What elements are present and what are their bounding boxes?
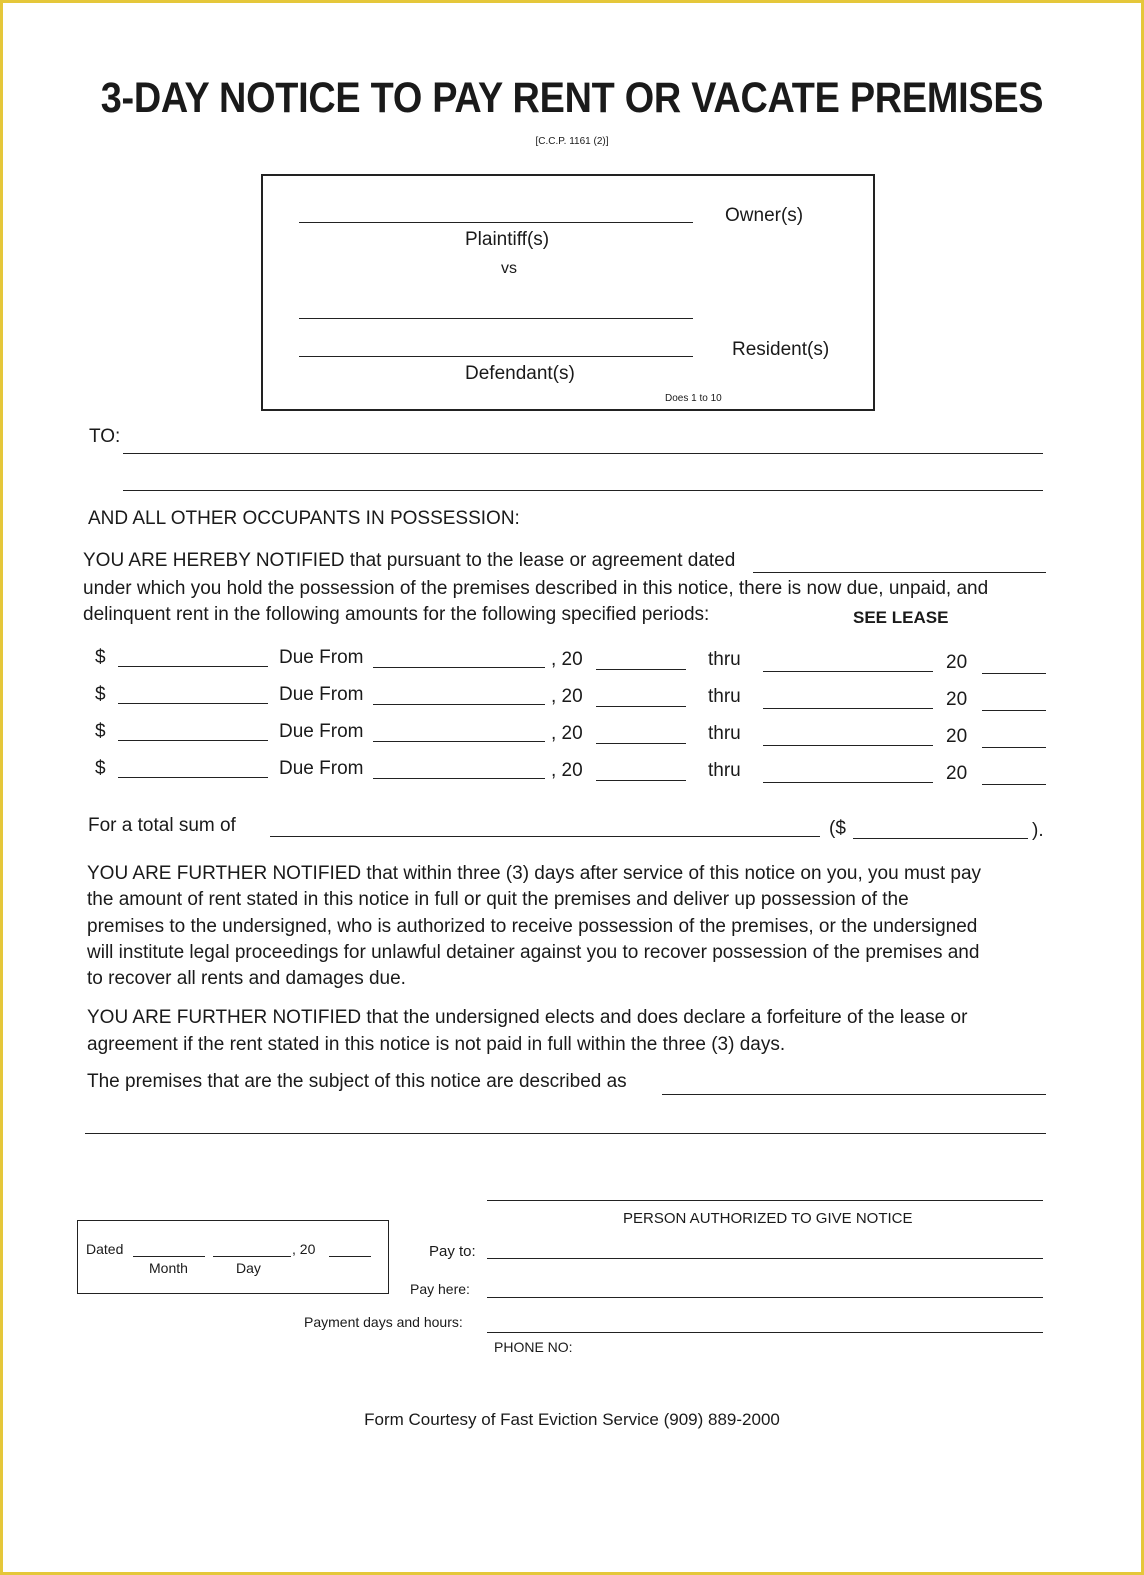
notice-line-1: YOU ARE HEREBY NOTIFIED that pursuant to the lease or agreement dated (83, 550, 736, 571)
to-line-1[interactable] (123, 453, 1043, 454)
thru-year-prefix: 20 (946, 689, 968, 710)
further-notice-2-line-1: YOU ARE FURTHER NOTIFIED that the undersigned elects and does declare a forfeiture of the lease or (87, 1007, 968, 1028)
due-from-date-line[interactable] (373, 704, 545, 705)
signature-line[interactable] (487, 1200, 1043, 1201)
thru-year-line[interactable] (982, 784, 1046, 785)
total-paren-close: ). (1032, 820, 1044, 841)
lease-date-line[interactable] (753, 572, 1046, 573)
pay-here-line[interactable] (487, 1297, 1043, 1298)
premises-line-1[interactable] (662, 1094, 1046, 1095)
year-prefix: , 20 (551, 723, 583, 744)
defendant-name-line-2[interactable] (299, 356, 693, 357)
premises-label: The premises that are the subject of this notice are described as (87, 1071, 627, 1092)
thru-year-prefix: 20 (946, 652, 968, 673)
dated-month-label: Month (149, 1260, 188, 1276)
dated-month-line[interactable] (133, 1256, 205, 1257)
code-reference: [C.C.P. 1161 (2)] (535, 136, 609, 147)
dated-year-line[interactable] (329, 1256, 371, 1257)
thru-year-prefix: 20 (946, 726, 968, 747)
rent-amount-line[interactable] (118, 777, 268, 778)
from-year-line[interactable] (596, 669, 686, 670)
rent-amount-line[interactable] (118, 666, 268, 667)
due-from-label: Due From (279, 721, 364, 742)
dollar-sign: $ (95, 684, 106, 705)
thru-label: thru (708, 723, 741, 744)
payment-days-line[interactable] (487, 1332, 1043, 1333)
form-footer: Form Courtesy of Fast Eviction Service (909) 889-2000 (364, 1410, 780, 1429)
dated-day-line[interactable] (213, 1256, 291, 1257)
further-notice-2-line-2: agreement if the rent stated in this notice is not paid in full within the three (3) days. (87, 1034, 786, 1055)
year-prefix: , 20 (551, 760, 583, 781)
to-label: TO: (89, 426, 121, 447)
dated-day-label: Day (236, 1260, 261, 1276)
thru-year-prefix: 20 (946, 763, 968, 784)
form-title: 3-DAY NOTICE TO PAY RENT OR VACATE PREMISES (100, 74, 1044, 122)
from-year-line[interactable] (596, 706, 686, 707)
thru-date-line[interactable] (763, 745, 933, 746)
thru-year-line[interactable] (982, 747, 1046, 748)
dated-year-prefix: , 20 (292, 1241, 316, 1257)
thru-label: thru (708, 686, 741, 707)
further-notice-1-line-5: to recover all rents and damages due. (87, 968, 406, 989)
pay-to-line[interactable] (487, 1258, 1043, 1259)
thru-year-line[interactable] (982, 673, 1046, 674)
further-notice-1-line-1: YOU ARE FURTHER NOTIFIED that within three (3) days after service of this notice on you, you must pay (87, 863, 982, 884)
due-from-date-line[interactable] (373, 741, 545, 742)
due-from-label: Due From (279, 647, 364, 668)
total-sum-amount-line[interactable] (853, 838, 1028, 839)
dollar-sign: $ (95, 758, 106, 779)
total-sum-words-line[interactable] (270, 836, 820, 837)
thru-date-line[interactable] (763, 708, 933, 709)
see-lease-note: SEE LEASE (853, 608, 949, 627)
thru-year-line[interactable] (982, 710, 1046, 711)
year-prefix: , 20 (551, 686, 583, 707)
total-sum-label: For a total sum of (88, 815, 236, 836)
notice-line-2: under which you hold the possession of the premises described in this notice, there is now due, unpaid, and (83, 578, 989, 599)
from-year-line[interactable] (596, 743, 686, 744)
thru-date-line[interactable] (763, 782, 933, 783)
further-notice-1-line-3: premises to the undersigned, who is authorized to receive possession of the premises, or the undersigned (87, 916, 978, 937)
pay-to-label: Pay to: (429, 1243, 476, 1260)
plaintiff-label: Plaintiff(s) (465, 229, 550, 250)
person-authorized-label: PERSON AUTHORIZED TO GIVE NOTICE (623, 1210, 913, 1227)
from-year-line[interactable] (596, 780, 686, 781)
due-from-label: Due From (279, 758, 364, 779)
thru-date-line[interactable] (763, 671, 933, 672)
premises-line-2[interactable] (85, 1133, 1046, 1134)
further-notice-1-line-4: will institute legal proceedings for unlawful detainer against you to recover possession of the premises and (87, 942, 980, 963)
dollar-sign: $ (95, 721, 106, 742)
occupants-text: AND ALL OTHER OCCUPANTS IN POSSESSION: (88, 508, 520, 529)
does-note: Does 1 to 10 (665, 393, 722, 404)
versus-label: vs (501, 260, 517, 277)
total-paren-open: ($ (829, 818, 846, 839)
thru-label: thru (708, 649, 741, 670)
year-prefix: , 20 (551, 649, 583, 670)
phone-label: PHONE NO: (494, 1339, 573, 1355)
defendant-label: Defendant(s) (465, 363, 575, 384)
owner-label: Owner(s) (725, 205, 804, 226)
further-notice-1-line-2: the amount of rent stated in this notice in full or quit the premises and deliver up possession of the (87, 889, 909, 910)
payment-days-label: Payment days and hours: (304, 1314, 463, 1330)
resident-label: Resident(s) (732, 339, 830, 360)
rent-amount-line[interactable] (118, 703, 268, 704)
dated-box (77, 1220, 389, 1294)
notice-line-3: delinquent rent in the following amounts for the following specified periods: (83, 604, 710, 625)
dollar-sign: $ (95, 647, 106, 668)
plaintiff-name-line[interactable] (299, 222, 693, 223)
to-line-2[interactable] (123, 490, 1043, 491)
due-from-label: Due From (279, 684, 364, 705)
pay-here-label: Pay here: (410, 1281, 470, 1297)
rent-amount-line[interactable] (118, 740, 268, 741)
due-from-date-line[interactable] (373, 778, 545, 779)
thru-label: thru (708, 760, 741, 781)
dated-label: Dated (86, 1241, 124, 1257)
defendant-name-line-1[interactable] (299, 318, 693, 319)
due-from-date-line[interactable] (373, 667, 545, 668)
